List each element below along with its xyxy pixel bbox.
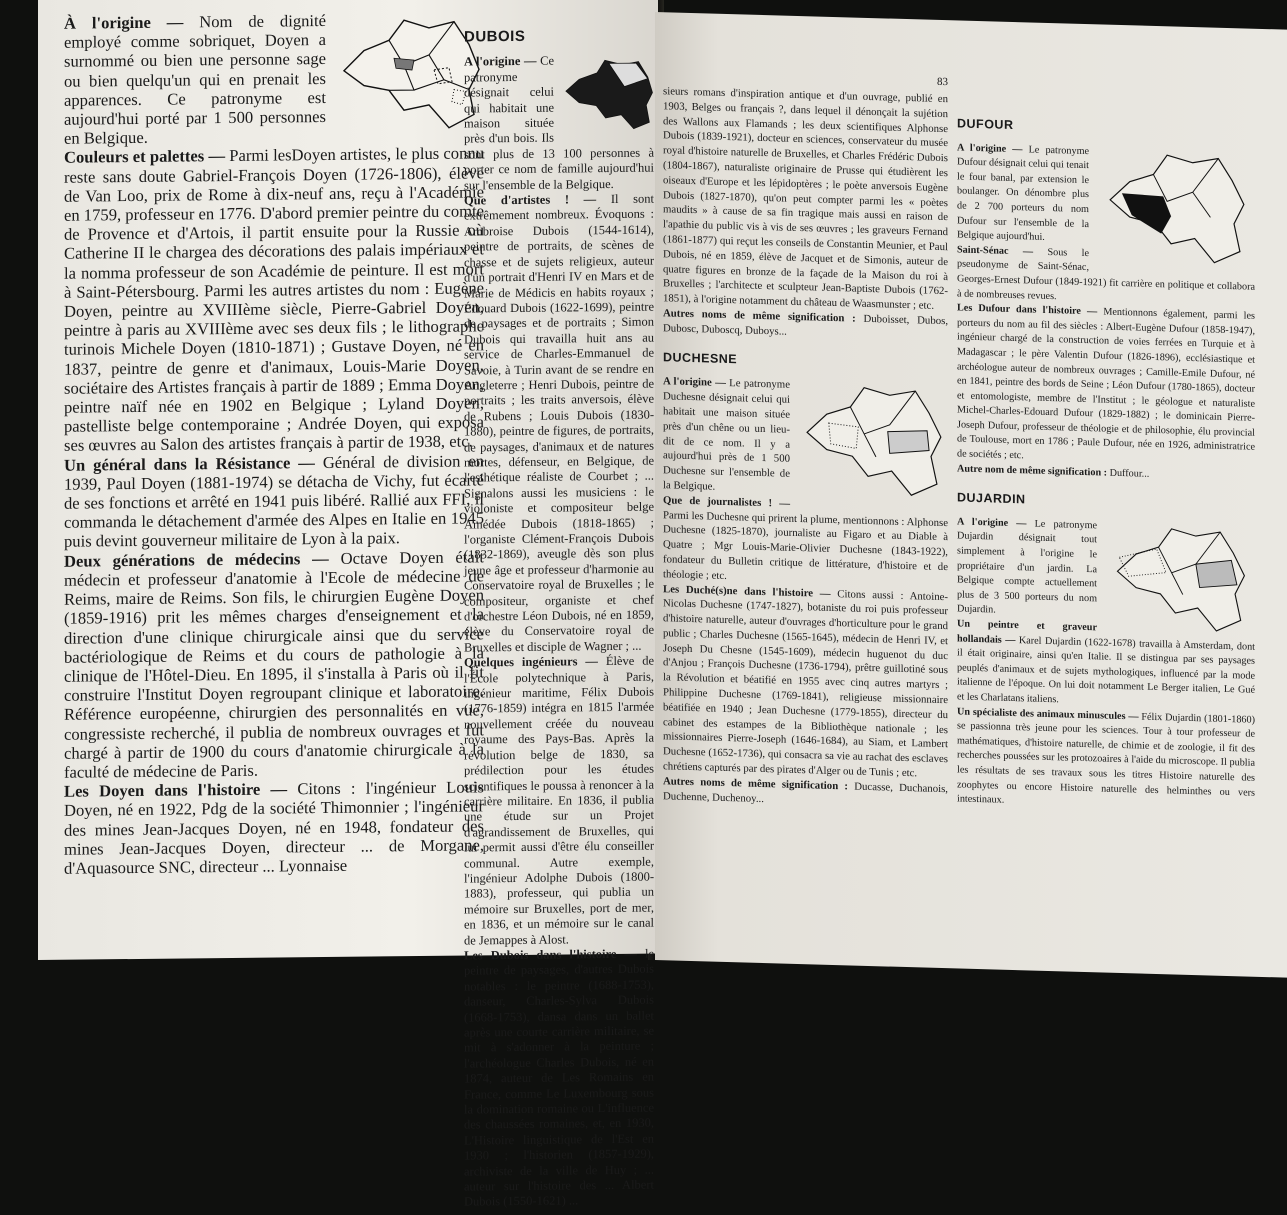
section-head: Que de journalistes ! — [663,493,790,510]
section-text: sieurs romans d'inspiration antique et d'un ouvrage, publié en 1903, Belges ou français ?, dans lequel il dénonçait la sujétion des Wallons aux Flamands ; les deux scientifiques Alphonse Dubois (1839-1921), docteur en sciences, conservateur du musée royal d'histoire naturelle de Bruxelles, et Charles Frédéric Dubois (1804-1867), naturaliste originaire de Prusse qui étudièrent les oiseaux d'Europe et les lépidoptères ; le poète anversois Eugène Dubois (1827-1870), qu'on peut compter parmi les « poètes maudits » à cause de sa fin tragique mais aussi en raison de l'apathie du public vis à vis de ses œuvres ; les graveurs Fernand (1861-1877) qui reçut les conseils de Constantin Meunier, et Paul Dubois, né en 1859, élève de Jacquet et de Simonis, auteur de quatre figures en bronze de la façade de la Maison du roi à Bruxelles ; l'architecte et sculpteur Jean-Baptiste Dubois (1762-1851), à l'origine notamment du château de Waasmunster ; etc. [663,85,948,312]
section-head: Les Doyen dans l'histoire — [64,779,288,801]
page-number: 83 [937,75,948,89]
section-head: Autre nom de même signification : [957,463,1108,479]
section-text: Le patronyme Dufour désignait celui qui tenait le four banal, par extension le boulanger. On dénombre plus de 2 700 porteurs du nom Dufour sur l'ensemble de la Belgique aujourd'hui. [957,144,1090,244]
section-head: Que d'artistes ! — [464,192,597,208]
section-text: Nom de dignité employé comme sobriquet, Doyen a surnommé ou bien une personne sage ou bien quelqu'un qui en prenait les apparences. Ce patronyme est aujourd'hui porté par 1 500 personnes en Belgique. [64,10,327,148]
section-text: le peintre de paysages, d'autres Dubois notables : le peintre (1688-1753), danseur, Charles-Sylva Dubois (1668-1753), dansa dans un ballet après une courte carrière militaire, se mit à s'adonner à la peinture ; l'archéologue Charles Dubois, né en 1874, auteur de Les Romains en France, comme Le Luxembourg sous la domination romaine ou L'influence des chaussées romaines, et, en 1930, L'Histoire linguistique de l'Est en 1930 ; l'historien (1857-1929), archiviste de la ville de Huy ; ... auteur sur l'histoire des ... Albert Dubois (1550-1621) ... [464,946,655,1210]
belgium-map-icon [1105,519,1255,635]
belgium-map-icon [334,9,484,131]
belgium-map-icon [798,378,948,500]
belgium-map-icon [562,53,654,134]
section-text: Parmi les Duchesne qui prirent la plume, mentionnons : Alphonse Duchesne (1825-1870), journaliste au Figaro et au Diable à Quatre ; Mgr Louis-Marie-Olivier Duchesne (1843-1922), fondateur du Bulletin critique de littérature, d'histoire et de théologie ; etc. [663,508,948,582]
section-text: Mentionnons également, parmi les porteurs du nom au fil des siècles : Albert-Eugène Dufour (1858-1947), ingénieur chargé de la construction de voies ferrées en Turquie et à Madagascar ; le père Valentin Dufour (1826-1896), ecclésiastique et archéologue auteur de nombreux ouvrages ; Camille-Emile Dufour, né en 1841, peintre des bords de Seine ; Léon Dufour (1780-1865), docteur et entomologiste, membre de l'Institut ; le géologue et naturaliste Michel-Charles-Edouard Dufour (1829-1882) ; le dominicain Pierre-Joseph Dufour, professeur de théologie et de philosophie, élu provincial de Toulouse, mort en 1786 ; Paule Dufour, née en 1926, administratrice de sociétés ; etc. [957,306,1255,462]
dufour-dujardin-column [957,102,1255,815]
section-text: Ducasse, Duchanois, Duchenne, Duchenoy... [663,780,948,805]
section-head: Les Dubois dans l'histoire — [464,946,637,963]
section-text: Il sont extrêmement nombreux. Évoquons : Ambroise Dubois (1544-1614), peintre de portraits, de scènes de chasse et de sujets religieux, auteur d'un portrait d'Henri IV en Mars et de Marie de Médicis en habits royaux ; Édouard Dubois (1622-1699), peintre de paysages et de portraits ; Simon Dubois qui travailla huit ans au service de Charles-Emmanuel de Savoie, à Turin avant de se rendre en Angleterre ; Henri Dubois, peintre de portraits ; les traits anversois, élève de Rubens ; Louis Dubois (1830-1880), peintre de figures, de portraits, de paysages, d'animaux et de natures mortes, défenseur, en Belgique, de l'esthétique réaliste de Courbet ; ... Signalons aussi les musiciens : le violoniste et compositeur belge Amédée Dubois (1818-1865) ; l'organiste Clément-François Dubois (1832-1869), aveugle dès son plus jeune âge et professeur d'harmonie au Conservatoire royal de Bruxelles ; le compositeur, organiste et chef d'orchestre Léon Dubois, né en 1859, élève du Conservatoire royal de Bruxelles et disciple de Wagner ; ... [464,191,654,655]
section-head: Quelques ingénieurs — [464,654,598,670]
section-head: Autres noms de même signification : [663,307,856,325]
section-text: Général de division en 1939, Paul Doyen (1881-1974) se détacha de Vichy, fut écarté de ses fonctions et arrêté en 1941 puis libéré. Rallié aux FFI, il commanda le détachement d'armée des Alpes en Italie en 1945 puis devint gouverneur militaire de Lyon à la paix. [64,451,484,552]
entry-title-dujardin: DUJARDIN [957,490,1026,507]
section-text: Duboisset, Dubos, Dubosc, Duboscq, Duboys... [663,312,949,338]
section-head: Un spécialiste des animaux minuscules — [957,705,1139,723]
section-head: Un général dans la Résistance — [64,452,315,475]
section-head: Saint-Sénac — [957,244,1034,258]
section-head: Les Dufour dans l'histoire — [957,302,1098,318]
left-page [38,0,658,1210]
section-text: Sous le pseudonyme de Saint-Sénac, Georges-Ernest Dufour (1849-1921) fit carrière en politique et collabora à de nombreuses revues. [957,246,1255,302]
entry-title-dubois: DUBOIS [464,27,526,46]
section-text: Parmi lesDoyen artistes, le plus connu reste sans doute Gabriel-François Doyen (1726-1806), élève de Van Loo, prix de Rome à dix-neuf ans, reçu à l'Académie en 1759, professeur en 1776. D'abord premier peintre du comte de Provence et d'Artois, il partit ensuite pour la Russie où Catherine II le chargea des décorations des palais impériaux et la nomma professeur de son Académie de peinture. Il est mort à Saint-Pétersbourg. Parmi les autres artistes du nom : Eugène Doyen, peintre au XVIIIème siècle, Pierre-Gabriel Doyen, peintre à paris au XVIIIème avec ses deux fils ; le lithographe turinois Michele Doyen (1810-1871) ; Gustave Doyen, né en 1837, peintre de genre et d'animaux, Louis-Marie Doyen, sociétaire des Artistes français à partir de 1889 ; Emma Doyen, peintre naïf née en 1902 en Belgique ; Lyland Doyen, pastelliste belge contemporaine ; Andrée Doyen, qui exposa ses œuvres au Salon des artistes français à partir de 1938, etc. [64,143,485,456]
section-head: A l'origine — [957,142,1023,155]
section-head: Un peintre et graveur hollandais — [957,618,1097,646]
section-text: Citons aussi : Antoine-Nicolas Duchesne (1747-1827), botaniste du roi puis professeur d'histoire naturelle, auteur d'ouvrages d'horticulture pour le grand public ; Charles Duchesne (1565-1645), médecin de Henri IV, et Joseph Du Chesne (1545-1609), médecin huguenot du duc d'Anjou ; François Duchesne (1736-1794), prêtre guillotiné sous la Révolution et béatifié en 1955 avec cinq autres martyrs ; Philippine Duchesne (1769-1841), religieuse missionnaire béatifiée en 1940 ; Jean Duchesne (1779-1855), directeur du cabinet des estampes de la Bibliothèque nationale ; les missionnaires Pierre-Joseph (1646-1684), au Siam, et Lambert Duchesne (1652-1736), qui consacra sa vie au rachat des esclaves chrétiens capturés par des pirates d'Alger ou de Tunis ; etc. [663,587,948,780]
section-text: Le patronyme Dujardin désignait tout simplement à l'origine le propriétaire d'un jardin. La Belgique compte actuellement plus de 3 500 porteurs du nom Dujardin. [957,518,1098,616]
section-text: Ce patronyme désignait celui qui habitait une maison située près d'un bois. Ils sont plus de 13 100 personnes à porter ce nom de famille aujourd'hui sur l'ensemble de la Belgique. [464,54,654,193]
section-head: Couleurs et palettes — [64,146,226,168]
section-head: Autres noms de même signification : [663,775,849,793]
section-text: Félix Dujardin (1801-1860) se passionna très jeune pour les sciences. Tour à tour professeur de mathématiques, d'histoire naturelle, de chimie et de zoologie, il fit des recherches poussées sur les protozoaires à l'aide du microscope. Il publia les résultats de ses travaux sous les titres Histoire naturelle des zoophytes ou encore Histoire naturelle des helminthes ou vers intestinaux. [957,711,1256,806]
right-page [655,12,1287,978]
section-text: Élève de l'École polytechnique à Paris, ingénieur maritime, Félix Dubois (1776-1859) intégra en 1815 l'armée nouvellement créée du nouveau royaume des Pays-Bas. Après la révolution belge de 1830, sa prédilection pour les études scientifiques le poussa à renoncer à la carrière militaire. En 1836, il publia une étude sur un Projet d'agrandissement de Bruxelles, qui lui permit aussi d'être élu conseiller communal. Autre exemple, l'ingénieur Adolphe Dubois (1800-1883), professeur, qui publia un mémoire sur Bruxelles, port de mer, en 1836, et un mémoire sur le canal de Jemappes à Alost. [464,653,654,948]
section-head: À l'origine — [64,12,184,33]
dubois-column [464,2,654,1211]
section-head: Les Duché(s)ne dans l'histoire — [663,582,831,600]
dubois-duchesne-column [663,84,948,811]
doyen-column [64,9,484,878]
section-text: Citons : l'ingénieur Louis Doyen, né en 1922, Pdg de la société Thimonnier ; l'ingénieur des mines Jean-Jacques Doyen, né en 1948, fondateur des mines Jean-Jacques Doyen, directeur ... de Morgane, d'Aquasource SNC, directeur ... Lyonnaise [64,777,484,878]
section-head: A l'origine — [957,516,1027,530]
section-head: A l'origine — [464,54,537,69]
section-text: Le patronyme Duchesne désignait celui qui habitait une maison située près d'un chêne ou un lieu-dit de ce nom. Il y a aujourd'hui près de 1 500 Duchesne sur l'ensemble de la Belgique. [663,377,790,493]
section-head: A l'origine — [663,375,726,390]
section-text: Octave Doyen était médecin et professeur d'anatomie à l'Ecole de médecine de Reims, maire de Reims. Son fils, le chirurgien Eugène Doyen (1859-1916) prit les mêmes charges d'enseignement et la direction d'une clinique chirurgicale ainsi que du service bactériologique de Reims et du cours de pathologie à la clinique de l'Hôtel-Dieu. En 1895, il s'installa à Paris où il fit construire l'Institut Doyen regroupant clinique et laboratoire. Référence européenne, chirurgien des personnalités en vue, congressiste recherché, il publia de nombreux ouvrages et fut chargé à partir de 1900 du cours d'anatomie chirurgicale à la faculté de médecine de Paris. [64,547,484,782]
section-text: Karel Dujardin (1622-1678) travailla à Amsterdam, dont il était originaire, ainsi qu'en Italie. Il se distingua par ses paysages peuplés d'animaux et de sujets mythologiques, influencé par la mode italienne de l'époque. On lui doit notamment Le Berger italien, Le Gué et les Charlatans italiens. [957,634,1255,706]
entry-title-dufour: DUFOUR [957,116,1014,133]
section-text: Duffour... [1109,467,1150,480]
belgium-map-icon [1097,145,1255,267]
entry-title-duchesne: DUCHESNE [663,349,738,366]
section-head: Deux générations de médecins — [64,548,329,571]
